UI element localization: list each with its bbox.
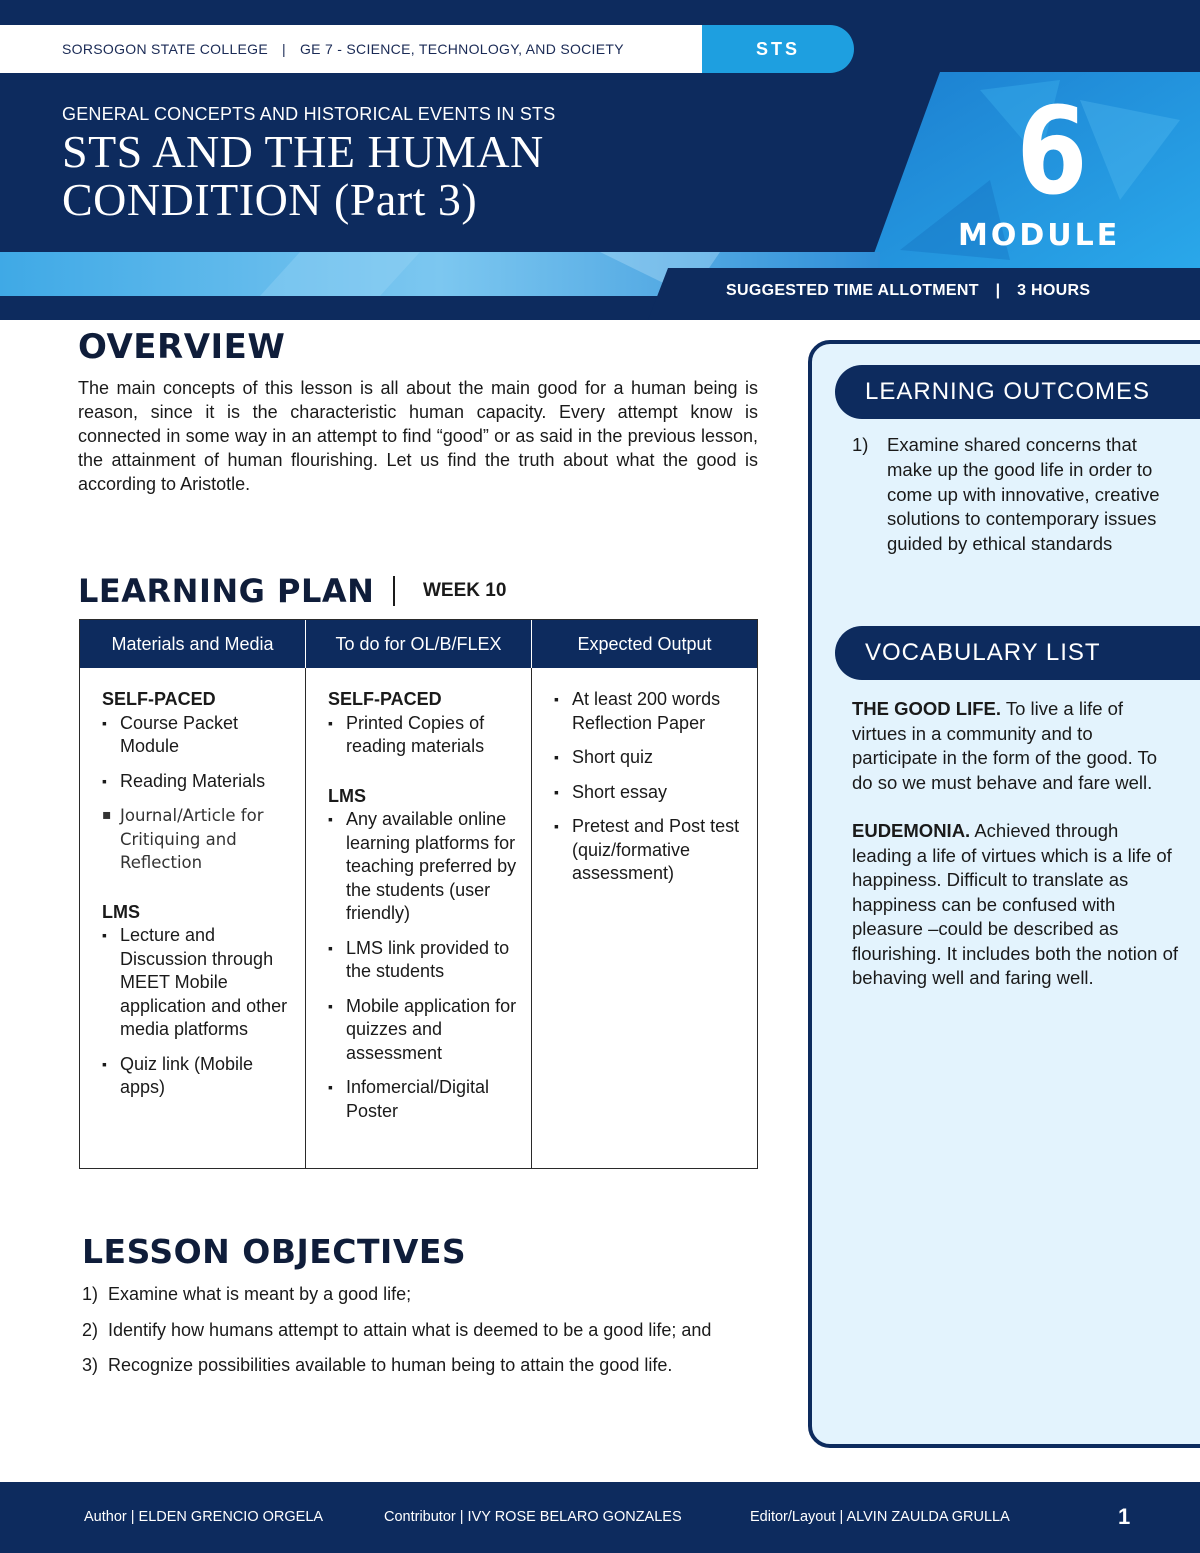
vocabulary-definition: Achieved through leading a life of virtues which is a life of happiness. Difficult to translate as happiness can be confused with pleasure –could be described as flourishing. It includes both the notion of behaving well and faring well. [852, 820, 1179, 988]
materials-self-paced-group [102, 688, 295, 875]
lesson-objectives-list [82, 1284, 711, 1391]
todo-column [306, 668, 532, 1168]
list-item: ▪ Printed Copies of reading materials [328, 712, 521, 759]
list-item: ▪ Pretest and Post test (quiz/formative assessment) [554, 815, 747, 886]
materials-lms-group [102, 901, 295, 1100]
vocabulary-term: EUDEMONIA. [852, 820, 971, 841]
time-allotment-label: SUGGESTED TIME ALLOTMENT [726, 282, 979, 299]
vocabulary-list [852, 697, 1182, 1015]
learning-plan-table [79, 619, 758, 1169]
column-header-materials: Materials and Media [80, 620, 306, 668]
module-number: 6 [1016, 83, 1088, 222]
module-label: MODULE [958, 218, 1121, 253]
group-title: SELF-PACED [102, 689, 216, 709]
time-allotment-value: 3 HOURS [1017, 282, 1091, 299]
group-title: LMS [328, 785, 366, 806]
list-item [82, 1320, 711, 1356]
module-title [62, 128, 544, 224]
list-item: ▪ Reading Materials [102, 770, 295, 794]
outcome-number: 1) [852, 434, 869, 455]
outcome-text: Examine shared concerns that make up the good life in order to come up with innovative, creative solutions to contemporary issues guided by ethical standards [887, 434, 1160, 555]
objective-number: 2) [82, 1319, 99, 1340]
list-item: ▪ LMS link provided to the students [328, 937, 521, 984]
list-item: ▪ Infomercial/Digital Poster [328, 1076, 521, 1123]
objective-text: Identify how humans attempt to attain what is deemed to be a good life; and [108, 1319, 712, 1340]
overview-text: The main concepts of this lesson is all about the main good for a human being is reason, since it is the characteristic human capacity. Every attempt know is connected in some way in an attempt to find “good” or as said in the previous lesson, the attainment of human flourishing. Let us find the truth about what the good is according to Aristotle. [78, 378, 758, 494]
todo-self-paced-group [328, 688, 521, 759]
objective-text: Recognize possibilities available to human being to attain the good life. [108, 1355, 673, 1375]
college-name: SORSOGON STATE COLLEGE [62, 41, 269, 57]
vocabulary-definition: To live a life of virtues in a community and to participate in the form of the good. To do so we must behave and fare well. [852, 698, 1158, 793]
time-allotment-separator: | [995, 282, 1001, 299]
list-item [82, 1284, 711, 1320]
vocabulary-term: THE GOOD LIFE. [852, 698, 1002, 719]
top-info-bar [0, 25, 702, 73]
page-number: 1 [1118, 1504, 1131, 1529]
group-title: SELF-PACED [328, 689, 442, 709]
learning-plan-week: WEEK 10 [423, 580, 507, 601]
list-item: ▪ Course Packet Module [102, 712, 295, 759]
list-item [82, 1355, 711, 1391]
overview-heading: OVERVIEW [78, 327, 286, 367]
footer-editor: Editor/Layout | ALVIN ZAULDA GRULLA [750, 1509, 1010, 1525]
list-item: ▪ Short quiz [554, 746, 747, 770]
learning-plan-divider [393, 576, 395, 606]
time-allotment [726, 282, 1090, 300]
footer-author: Author | ELDEN GRENCIO ORGELA [84, 1509, 324, 1525]
group-title: LMS [102, 901, 140, 922]
list-item: ▪ Lecture and Discussion through MEET Mobile application and other media platforms [102, 924, 295, 1042]
objective-number: 1) [82, 1284, 99, 1304]
sts-tab: STS [702, 25, 854, 73]
table-body-row [80, 668, 757, 1168]
module-title-line1: STS AND THE HUMAN [62, 126, 544, 177]
module-title-line2: CONDITION (Part 3) [62, 174, 478, 225]
vocabulary-heading: VOCABULARY LIST [835, 626, 1200, 680]
vocabulary-entry [852, 819, 1182, 991]
learning-plan-heading: LEARNING PLAN [78, 572, 375, 610]
list-item: ▪ Quiz link (Mobile apps) [102, 1053, 295, 1100]
vocabulary-entry [852, 697, 1182, 795]
module-subtitle: GENERAL CONCEPTS AND HISTORICAL EVENTS IN STS [62, 104, 556, 124]
list-item: ▪ Any available online learning platforms for teaching preferred by the students (user friendly) [328, 808, 521, 926]
column-header-todo: To do for OL/B/FLEX [306, 620, 532, 668]
learning-outcomes-heading: LEARNING OUTCOMES [835, 365, 1200, 419]
top-bar-separator: | [282, 41, 286, 57]
objective-number: 3) [82, 1355, 99, 1375]
list-item: ▪ Short essay [554, 781, 747, 805]
materials-column [80, 668, 306, 1168]
lesson-objectives-heading: LESSON OBJECTIVES [82, 1232, 467, 1271]
footer [0, 1482, 1200, 1553]
learning-outcome-item [852, 433, 1167, 557]
table-header-row [80, 620, 757, 668]
objective-text: Examine what is meant by a good life; [108, 1284, 412, 1304]
column-header-output: Expected Output [577, 633, 712, 654]
course-name: GE 7 - SCIENCE, TECHNOLOGY, AND SOCIETY [299, 41, 624, 57]
list-item: ▪ At least 200 words Reflection Paper [554, 688, 747, 735]
list-item: ▪ Mobile application for quizzes and assessment [328, 995, 521, 1066]
todo-lms-group [328, 785, 521, 1124]
output-column [532, 668, 757, 1168]
footer-contributor: Contributor | IVY ROSE BELARO GONZALES [384, 1509, 682, 1525]
list-item: ▪ Journal/Article for Critiquing and Reflection [102, 804, 295, 875]
